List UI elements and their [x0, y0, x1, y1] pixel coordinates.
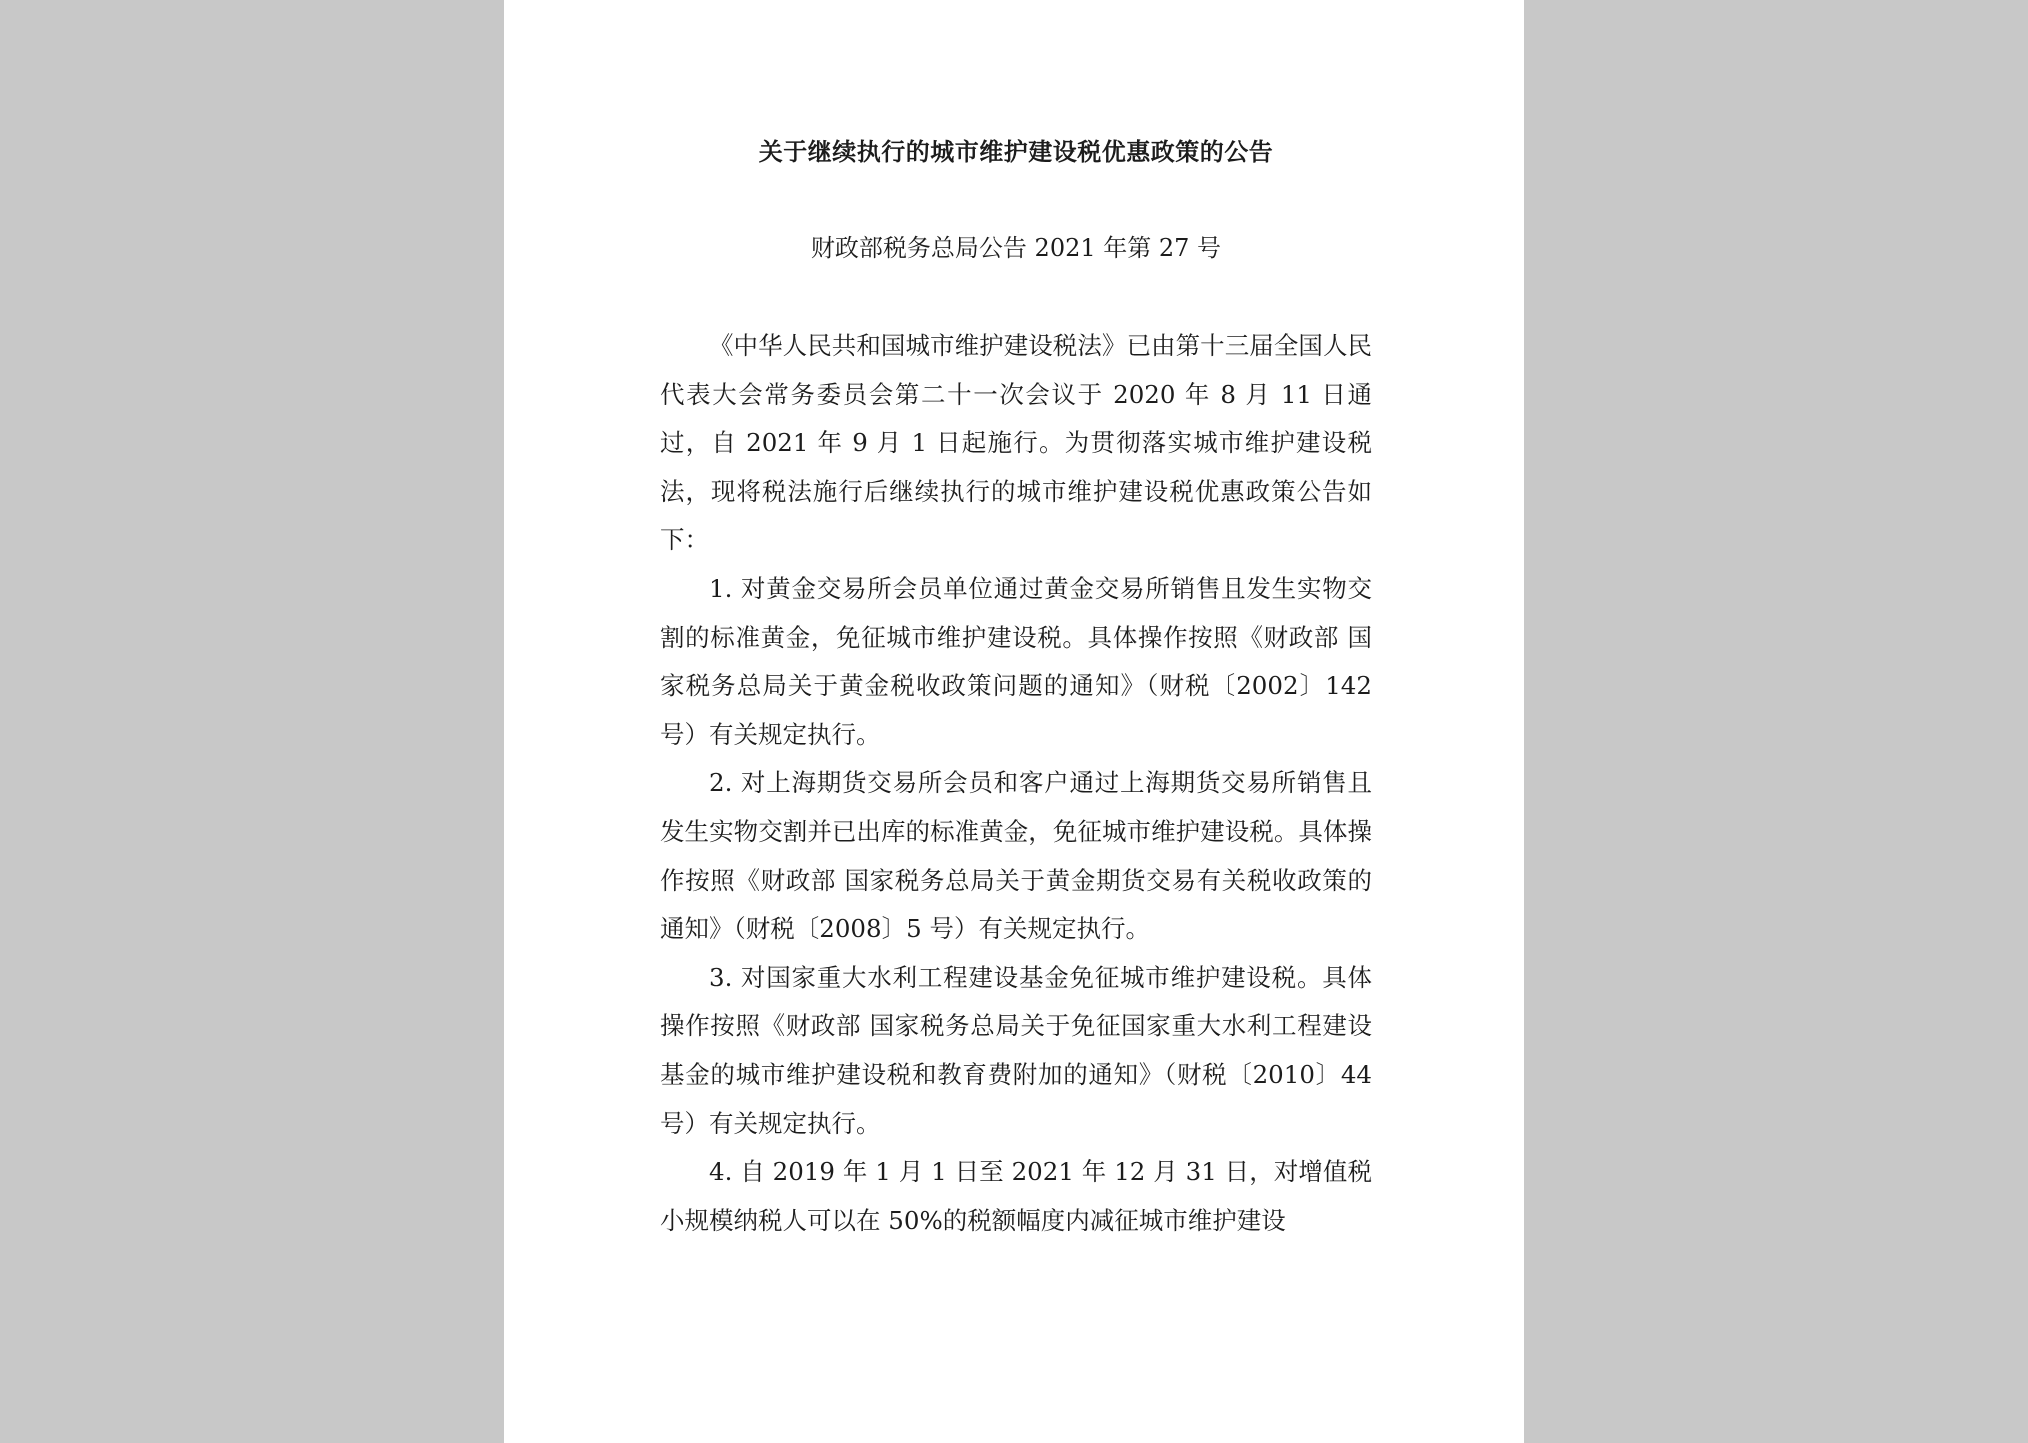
document-body: [660, 322, 1372, 1245]
intro-paragraph: 《中华人民共和国城市维护建设税法》已由第十三届全国人民代表大会常务委员会第二十一次会议于 2020 年 8 月 11 日通过，自 2021 年 9 月 1 日起施行。为贯彻落实城市维护建设税法，现将税法施行后继续执行的城市维护建设税优惠政策公告如下：: [660, 331, 1372, 555]
item-4-paragraph: 4. 自 2019 年 1 月 1 日至 2021 年 12 月 31 日，对增值税小规模纳税人可以在 50%的税额幅度内减征城市维护建设: [660, 1157, 1372, 1235]
document-title: 关于继续执行的城市维护建设税优惠政策的公告: [758, 138, 1274, 166]
item-3-paragraph: 3. 对国家重大水利工程建设基金免征城市维护建设税。具体操作按照《财政部 国家税务总局关于免征国家重大水利工程建设基金的城市维护建设税和教育费附加的通知》（财税〔2010〕44 号）有关规定执行。: [660, 962, 1372, 1138]
item-2-paragraph: 2. 对上海期货交易所会员和客户通过上海期货交易所销售且发生实物交割并已出库的标准黄金，免征城市维护建设税。具体操作按照《财政部 国家税务总局关于黄金期货交易有关税收政策的通知》（财税〔2008〕5 号）有关规定执行。: [660, 768, 1372, 944]
document-number: 财政部税务总局公告 2021 年第 27 号: [810, 234, 1222, 262]
document-page: [504, 0, 1524, 1443]
item-1-paragraph: 1. 对黄金交易所会员单位通过黄金交易所销售且发生实物交割的标准黄金，免征城市维护建设税。具体操作按照《财政部 国家税务总局关于黄金税收政策问题的通知》（财税〔2002〕142 号）有关规定执行。: [660, 573, 1372, 749]
